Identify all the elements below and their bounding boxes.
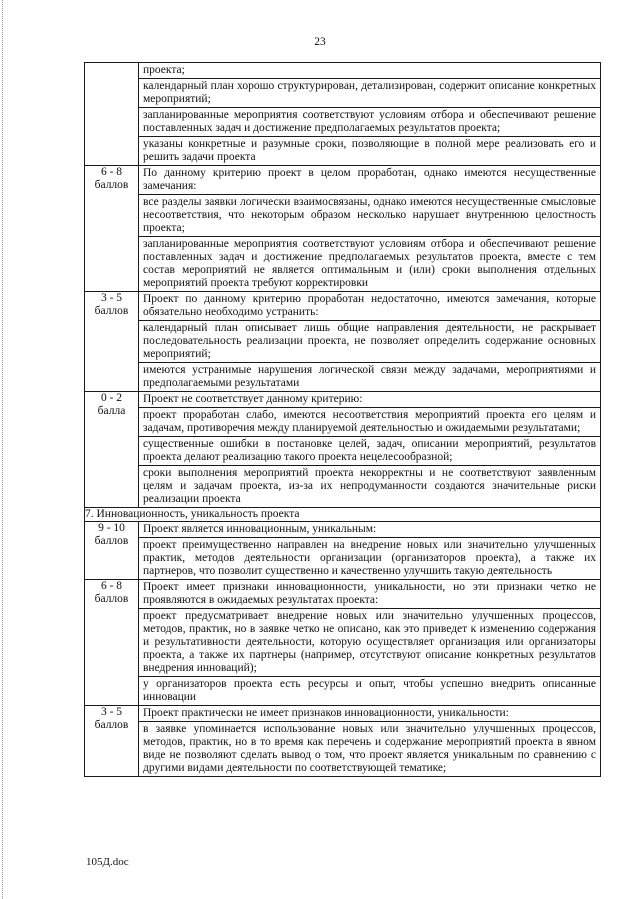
score-unit: баллов	[94, 593, 129, 605]
criteria-item: запланированные мероприятия соответствуют условиям отбора и обеспечивают решение поставленных задач и достижение предполагаемых результатов проекта, вместе с тем состав мероприятий не является оптимальным и (или) сроки выполнения отдельных мероприятий проекта требуют корректировки	[139, 236, 600, 291]
criteria-table-body	[85, 63, 601, 777]
score-cell	[85, 292, 139, 392]
criteria-summary: Проект практически не имеет признаков инновационности, уникальности:	[143, 707, 509, 719]
criteria-row	[85, 580, 601, 706]
description-cell	[139, 292, 601, 392]
criteria-summary: проекта;	[143, 64, 185, 76]
criteria-item: все разделы заявки логически взаимосвязаны, однако имеются несущественные смысловые несоответствия, что некоторым образом несколько нарушает внутреннюю целостность проекта;	[139, 194, 600, 236]
score-cell	[85, 63, 139, 166]
score-unit: балла	[97, 405, 126, 417]
criteria-item: проект предусматривает внедрение новых или значительно улучшенных процессов, методов, практик, но в заявке четко не описано, как это приведет к изменению содержания и результативности деятельности, которую осуществляет организация или организаторы проекта, а также их партнеры (например, отсутствуют описание конкретных результатов внедрения инноваций);	[139, 608, 600, 676]
score-unit: баллов	[94, 719, 129, 731]
score-cell	[85, 166, 139, 292]
score-range: 6 - 8	[100, 166, 123, 178]
description-cell	[139, 392, 601, 508]
criteria-table	[84, 62, 601, 777]
criteria-row	[85, 392, 601, 508]
score-cell	[85, 392, 139, 508]
criteria-item: существенные ошибки в постановке целей, задач, описании мероприятий, результатов проекта делают реализацию такого проекта нецелесообразной;	[139, 436, 600, 465]
description-cell	[139, 63, 601, 166]
score-unit: баллов	[94, 535, 129, 547]
criteria-item: у организаторов проекта есть ресурсы и опыт, чтобы успешно внедрить описанные инновации	[139, 676, 600, 705]
criteria-row	[85, 166, 601, 292]
score-range: 3 - 5	[100, 706, 123, 718]
criteria-item: имеются устранимые нарушения логической связи между задачами, мероприятиями и предполагаемыми результатами	[139, 362, 600, 391]
score-range: 6 - 8	[100, 580, 123, 592]
criteria-row	[85, 522, 601, 580]
score-cell	[85, 580, 139, 706]
score-unit: баллов	[94, 179, 129, 191]
score-range: 9 - 10	[98, 522, 125, 534]
criteria-row	[85, 292, 601, 392]
score-cell	[85, 522, 139, 580]
description-cell	[139, 522, 601, 580]
section-title: 7. Инновационность, уникальность проекта	[85, 508, 601, 522]
description-cell	[139, 580, 601, 706]
description-cell	[139, 166, 601, 292]
score-unit: баллов	[94, 305, 129, 317]
description-cell	[139, 706, 601, 777]
section-row	[85, 508, 601, 522]
scan-edge-line	[2, 0, 4, 899]
criteria-summary: Проект имеет признаки инновационности, уникальности, но эти признаки четко не проявляются в ожидаемых результатах проекта:	[143, 581, 596, 606]
criteria-summary: По данному критерию проект в целом проработан, однако имеются несущественные замечания:	[143, 167, 596, 192]
page-number: 23	[314, 36, 326, 48]
criteria-item: сроки выполнения мероприятий проекта некорректны и не соответствуют заявленным целям и задачам проекта, из-за их непродуманности создаются значительные риски реализации проекта	[139, 465, 600, 507]
criteria-summary: Проект по данному критерию проработан недостаточно, имеются замечания, которые обязательно необходимо устранить:	[143, 293, 596, 318]
criteria-item: проект преимущественно направлен на внедрение новых или значительно улучшенных практик, методов деятельности организации (организаторов проекта), а также их партнеров, что позволит существенно и качественно улучшить такую деятельность	[139, 537, 600, 579]
footer-filename: 105Д.doc	[86, 856, 129, 868]
criteria-item: в заявке упоминается использование новых или значительно улучшенных процессов, методов, практик, но в то время как перечень и содержание мероприятий проекта в явном виде не позволяют сделать вывод о том, что проект является уникальным по сравнению с другими видами деятельности по соответствующей тематике;	[139, 721, 600, 776]
score-cell	[85, 706, 139, 777]
score-range: 0 - 2	[100, 392, 123, 404]
score-range: 3 - 5	[100, 292, 123, 304]
criteria-summary: Проект не соответствует данному критерию:	[143, 393, 363, 405]
criteria-item: указаны конкретные и разумные сроки, позволяющие в полной мере реализовать его и решить задачи проекта	[139, 136, 600, 165]
criteria-item: запланированные мероприятия соответствуют условиям отбора и обеспечивают решение поставленных задач и достижение предполагаемых результатов проекта;	[139, 107, 600, 136]
criteria-summary: Проект является инновационным, уникальным:	[143, 523, 377, 535]
criteria-item: календарный план описывает лишь общие направления деятельности, не раскрывает последовательность реализации проекта, не позволяет определить содержание основных мероприятий;	[139, 320, 600, 362]
criteria-row	[85, 706, 601, 777]
criteria-item: проект проработан слабо, имеются несоответствия мероприятий проекта его целям и задачам, противоречия между планируемой деятельностью и ожидаемыми результатами;	[139, 407, 600, 436]
criteria-item: календарный план хорошо структурирован, детализирован, содержит описание конкретных мероприятий;	[139, 78, 600, 107]
criteria-row	[85, 63, 601, 166]
